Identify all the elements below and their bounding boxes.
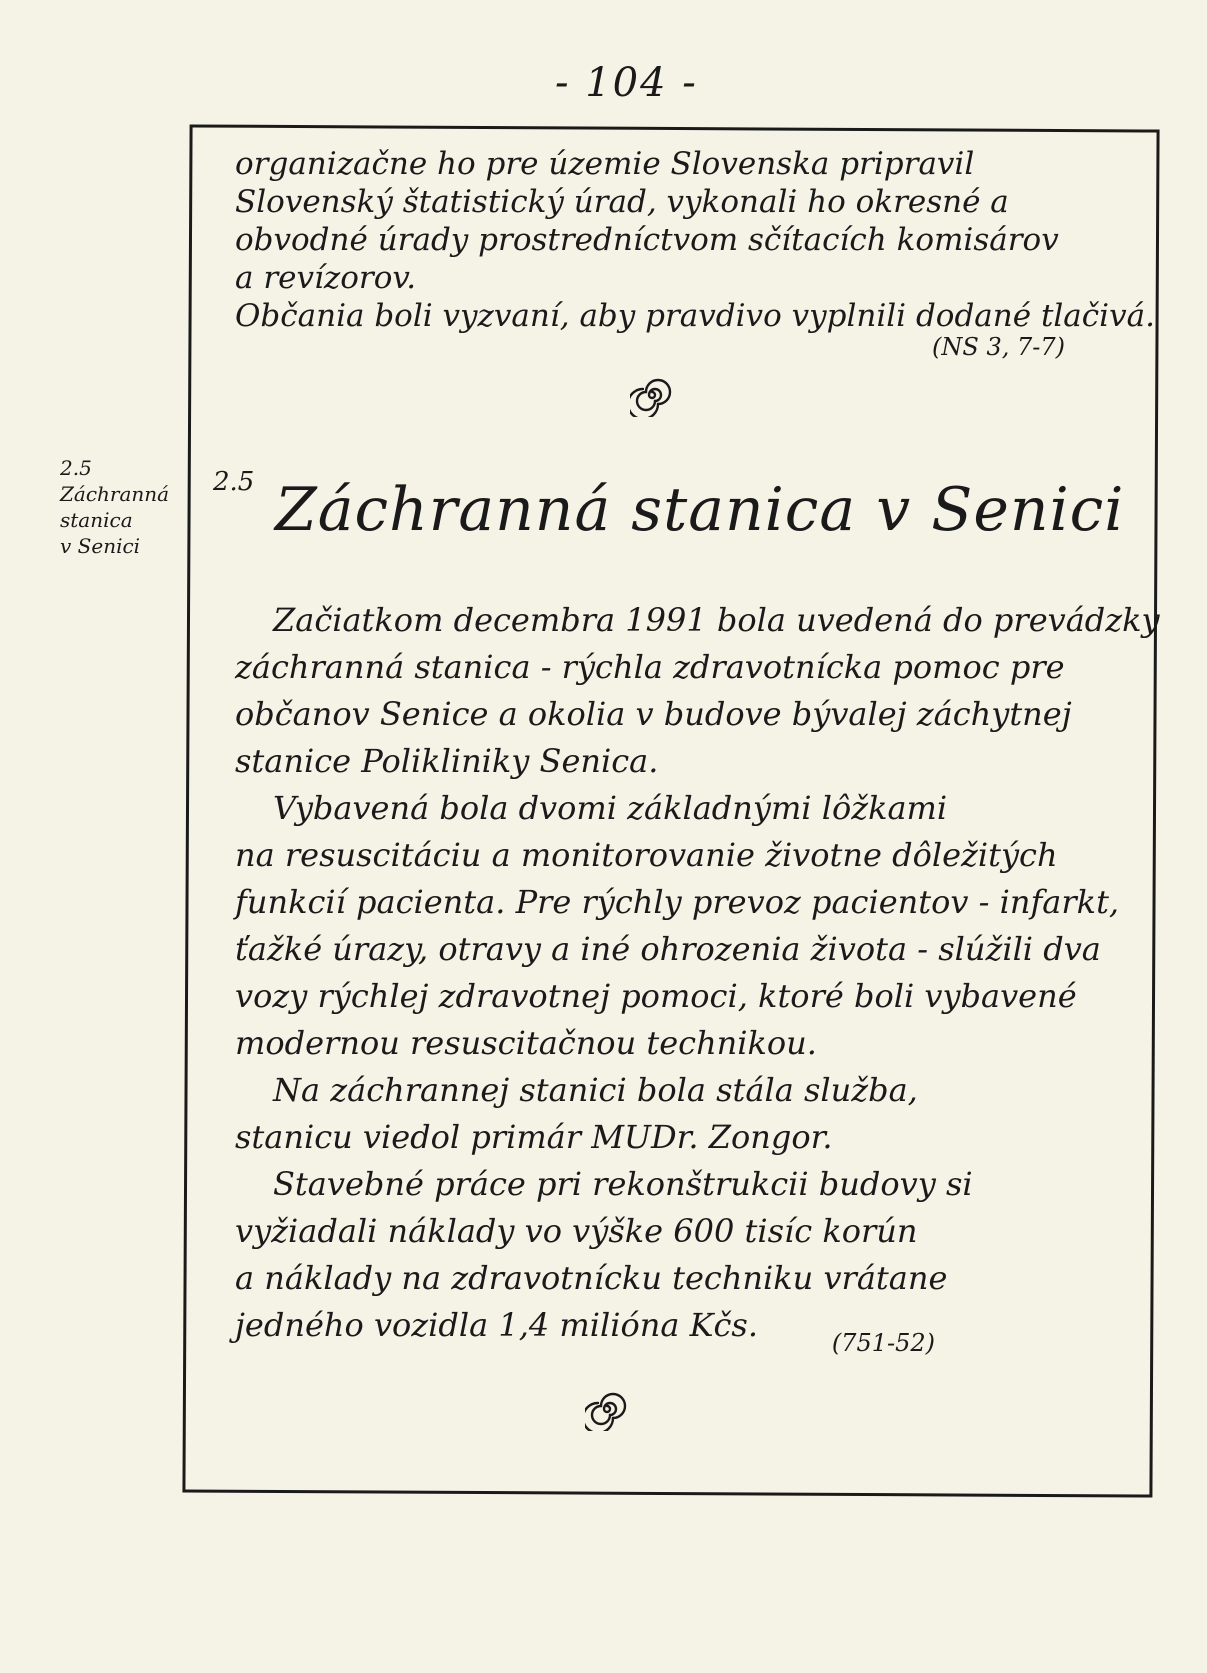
intro-paragraph bbox=[235, 145, 1155, 361]
margin-note bbox=[60, 455, 190, 559]
text-line: Začiatkom decembra 1991 bola uvedená do prevádzky bbox=[273, 601, 1160, 639]
spiral-divider-icon bbox=[585, 1387, 629, 1431]
text-line: ťažké úrazy, otravy a iné ohrozenia života - slúžili dva bbox=[235, 930, 1101, 968]
text-line: Občania boli vyzvaní, aby pravdivo vyplnili dodané tlačivá. bbox=[235, 298, 1155, 334]
text-line: jedného vozidla 1,4 milióna Kčs. bbox=[235, 1306, 758, 1344]
margin-note-number: 2.5 bbox=[60, 456, 92, 480]
source-citation: (751-52) bbox=[831, 1329, 935, 1357]
text-line: záchranná stanica - rýchla zdravotnícka pomoc pre bbox=[235, 648, 1065, 686]
text-line: na resuscitáciu a monitorovanie životne dôležitých bbox=[235, 836, 1058, 874]
page-number: - 104 - bbox=[555, 60, 698, 106]
text-line: funkcií pacienta. Pre rýchly prevoz pacientov - infarkt, bbox=[235, 883, 1120, 921]
spiral-divider-icon bbox=[630, 373, 674, 417]
text-line: stanice Polikliniky Senica. bbox=[235, 742, 659, 780]
text-line: občanov Senice a okolia v budove bývalej záchytnej bbox=[235, 695, 1072, 733]
text-line: Na záchrannej stanici bola stála služba, bbox=[273, 1071, 918, 1109]
body-paragraphs bbox=[235, 597, 1160, 1349]
text-line: obvodné úrady prostredníctvom sčítacích komisárov bbox=[235, 222, 1059, 258]
text-line: a náklady na zdravotnícku techniku vrátane bbox=[235, 1259, 948, 1297]
text-line: vyžiadali náklady vo výške 600 tisíc korún bbox=[235, 1212, 918, 1250]
margin-note-line: v Senici bbox=[60, 534, 141, 558]
text-line: organizačne ho pre územie Slovenska pripravil bbox=[235, 146, 975, 182]
text-line: a revízorov. bbox=[235, 260, 417, 296]
text-line: vozy rýchlej zdravotnej pomoci, ktoré boli vybavené bbox=[235, 977, 1077, 1015]
section-heading bbox=[213, 465, 1135, 545]
text-line: stanicu viedol primár MUDr. Zongor. bbox=[235, 1118, 833, 1156]
section-title: Záchranná stanica v Senici bbox=[275, 475, 1125, 545]
text-line: Stavebné práce pri rekonštrukcii budovy si bbox=[273, 1165, 973, 1203]
text-line: Vybavená bola dvomi základnými lôžkami bbox=[273, 789, 948, 827]
text-line: modernou resuscitačnou technikou. bbox=[235, 1024, 817, 1062]
section-number: 2.5 bbox=[213, 467, 255, 497]
source-citation: (NS 3, 7-7) bbox=[932, 333, 1065, 361]
margin-note-line: Záchranná bbox=[60, 482, 170, 506]
page-content bbox=[213, 145, 1160, 1431]
text-line: Slovenský štatistický úrad, vykonali ho okresné a bbox=[235, 184, 1009, 220]
margin-note-line: stanica bbox=[60, 508, 133, 532]
